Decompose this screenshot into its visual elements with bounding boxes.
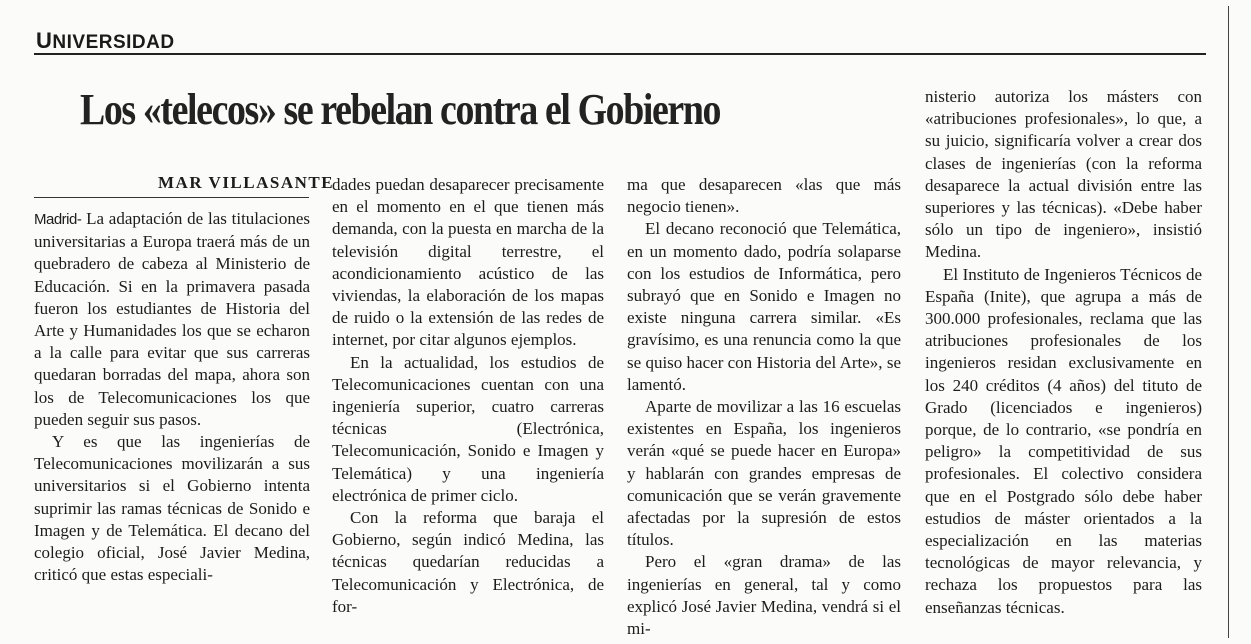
- header-rule: [34, 53, 1206, 55]
- paragraph: ma que desaparecen «las que más negocio tienen».: [627, 175, 901, 217]
- article-column-4: [925, 86, 1202, 619]
- section-label-initial: U: [36, 28, 53, 53]
- page-edge-rule: [1228, 6, 1229, 638]
- paragraph: En la actualidad, los estudios de Telecomunicaciones cuentan con una ingeniería superior, cuatro carreras técnicas (Electrónica, Telecomunicación, Sonido e Imagen y Telemática) y una ingeniería electrónica de primer ciclo.: [332, 352, 604, 505]
- paragraph: Aparte de movilizar a las 16 escuelas existentes en España, los ingenieros verán «qué se puede hacer en Europa» y hablarán con grandes empresas de comunicación que se verán gravemente afectadas por la supresión de estos títulos.: [627, 397, 901, 550]
- article-column-3: [627, 174, 901, 640]
- article-column-1: [34, 208, 310, 586]
- byline: MAR VILLASANTE: [158, 173, 335, 192]
- paragraph: Y es que las ingenierías de Telecomunicaciones movilizarán a sus universitarios si el Gobierno intenta suprimir las ramas técnicas de Sonido e Imagen y de Telemática. El decano del colegio oficial, José Javier Medina, criticó que estas especiali-: [34, 432, 310, 585]
- paragraph: dades puedan desaparecer precisamente en el momento en el que tienen más demanda, con la puesta en marcha de la televisión digital terrestre, el acondicionamiento acústico de las viviendas, la elaboración de los mapas de ruido o la extensión de las redes de internet, por citar algunos ejemplos.: [332, 175, 604, 350]
- dateline-place: Madrid-: [34, 211, 82, 228]
- paragraph: El decano reconoció que Telemática, en un momento dado, podría solaparse con los estudios de Informática, pero subrayó que en Sonido e Imagen no existe ninguna carrera similar. «Es gravísimo, es una renuncia como la que se quiso hacer con Historia del Arte», se lamentó.: [627, 219, 901, 394]
- paragraph: El Instituto de Ingenieros Técnicos de España (Inite), que agrupa a más de 300.000 profesionales, reclama que las atribuciones profesionales de los ingenieros residan exclusivamente en los 240 créditos (4 años) del tituto de Grado (licenciados e ingenieros) porque, de lo contrario, «se pondría en peligro» la competitividad de sus profesionales. El colectivo considera que en el Postgrado sólo debe haber estudios de máster orientados a la especialización en las materias tecnológicas de mayor relevancia, y rechaza los propuestos para las enseñanzas técnicas.: [925, 264, 1202, 617]
- section-label: [36, 28, 175, 54]
- section-label-rest: NIVERSIDAD: [52, 32, 175, 53]
- byline-rule: [34, 197, 309, 198]
- paragraph: Con la reforma que baraja el Gobierno, según indicó Medina, las técnicas quedarían reducidas a Telecomunicación y Electrónica, de for-: [332, 508, 604, 616]
- paragraph: Pero el «gran drama» de las ingenierías en general, tal y como explicó José Javier Medina, vendrá si el mi-: [627, 552, 901, 639]
- article-column-2: [332, 174, 604, 618]
- paragraph: nisterio autoriza los másters con «atribuciones profesionales», lo que, a su juicio, significaría volver a crear dos clases de ingenierías (con la reforma desaparece la actual división entre las superiores y las técnicas). «Debe haber sólo un tipo de ingeniero», insistió Medina.: [925, 87, 1202, 262]
- paragraph: [34, 208, 310, 431]
- paragraph-text: La adaptación de las titulaciones universitarias a Europa traerá más de un quebradero de cabeza al Ministerio de Educación. Si en la primavera pasada fueron los estudiantes de Historia del Arte y Humanidades los que se echaron a la calle para evitar que sus carreras quedaran borradas del mapa, ahora son los de Telecomunicaciones los que pueden seguir sus pasos.: [34, 209, 310, 429]
- headline: Los «telecos» se rebelan contra el Gobierno: [80, 85, 721, 134]
